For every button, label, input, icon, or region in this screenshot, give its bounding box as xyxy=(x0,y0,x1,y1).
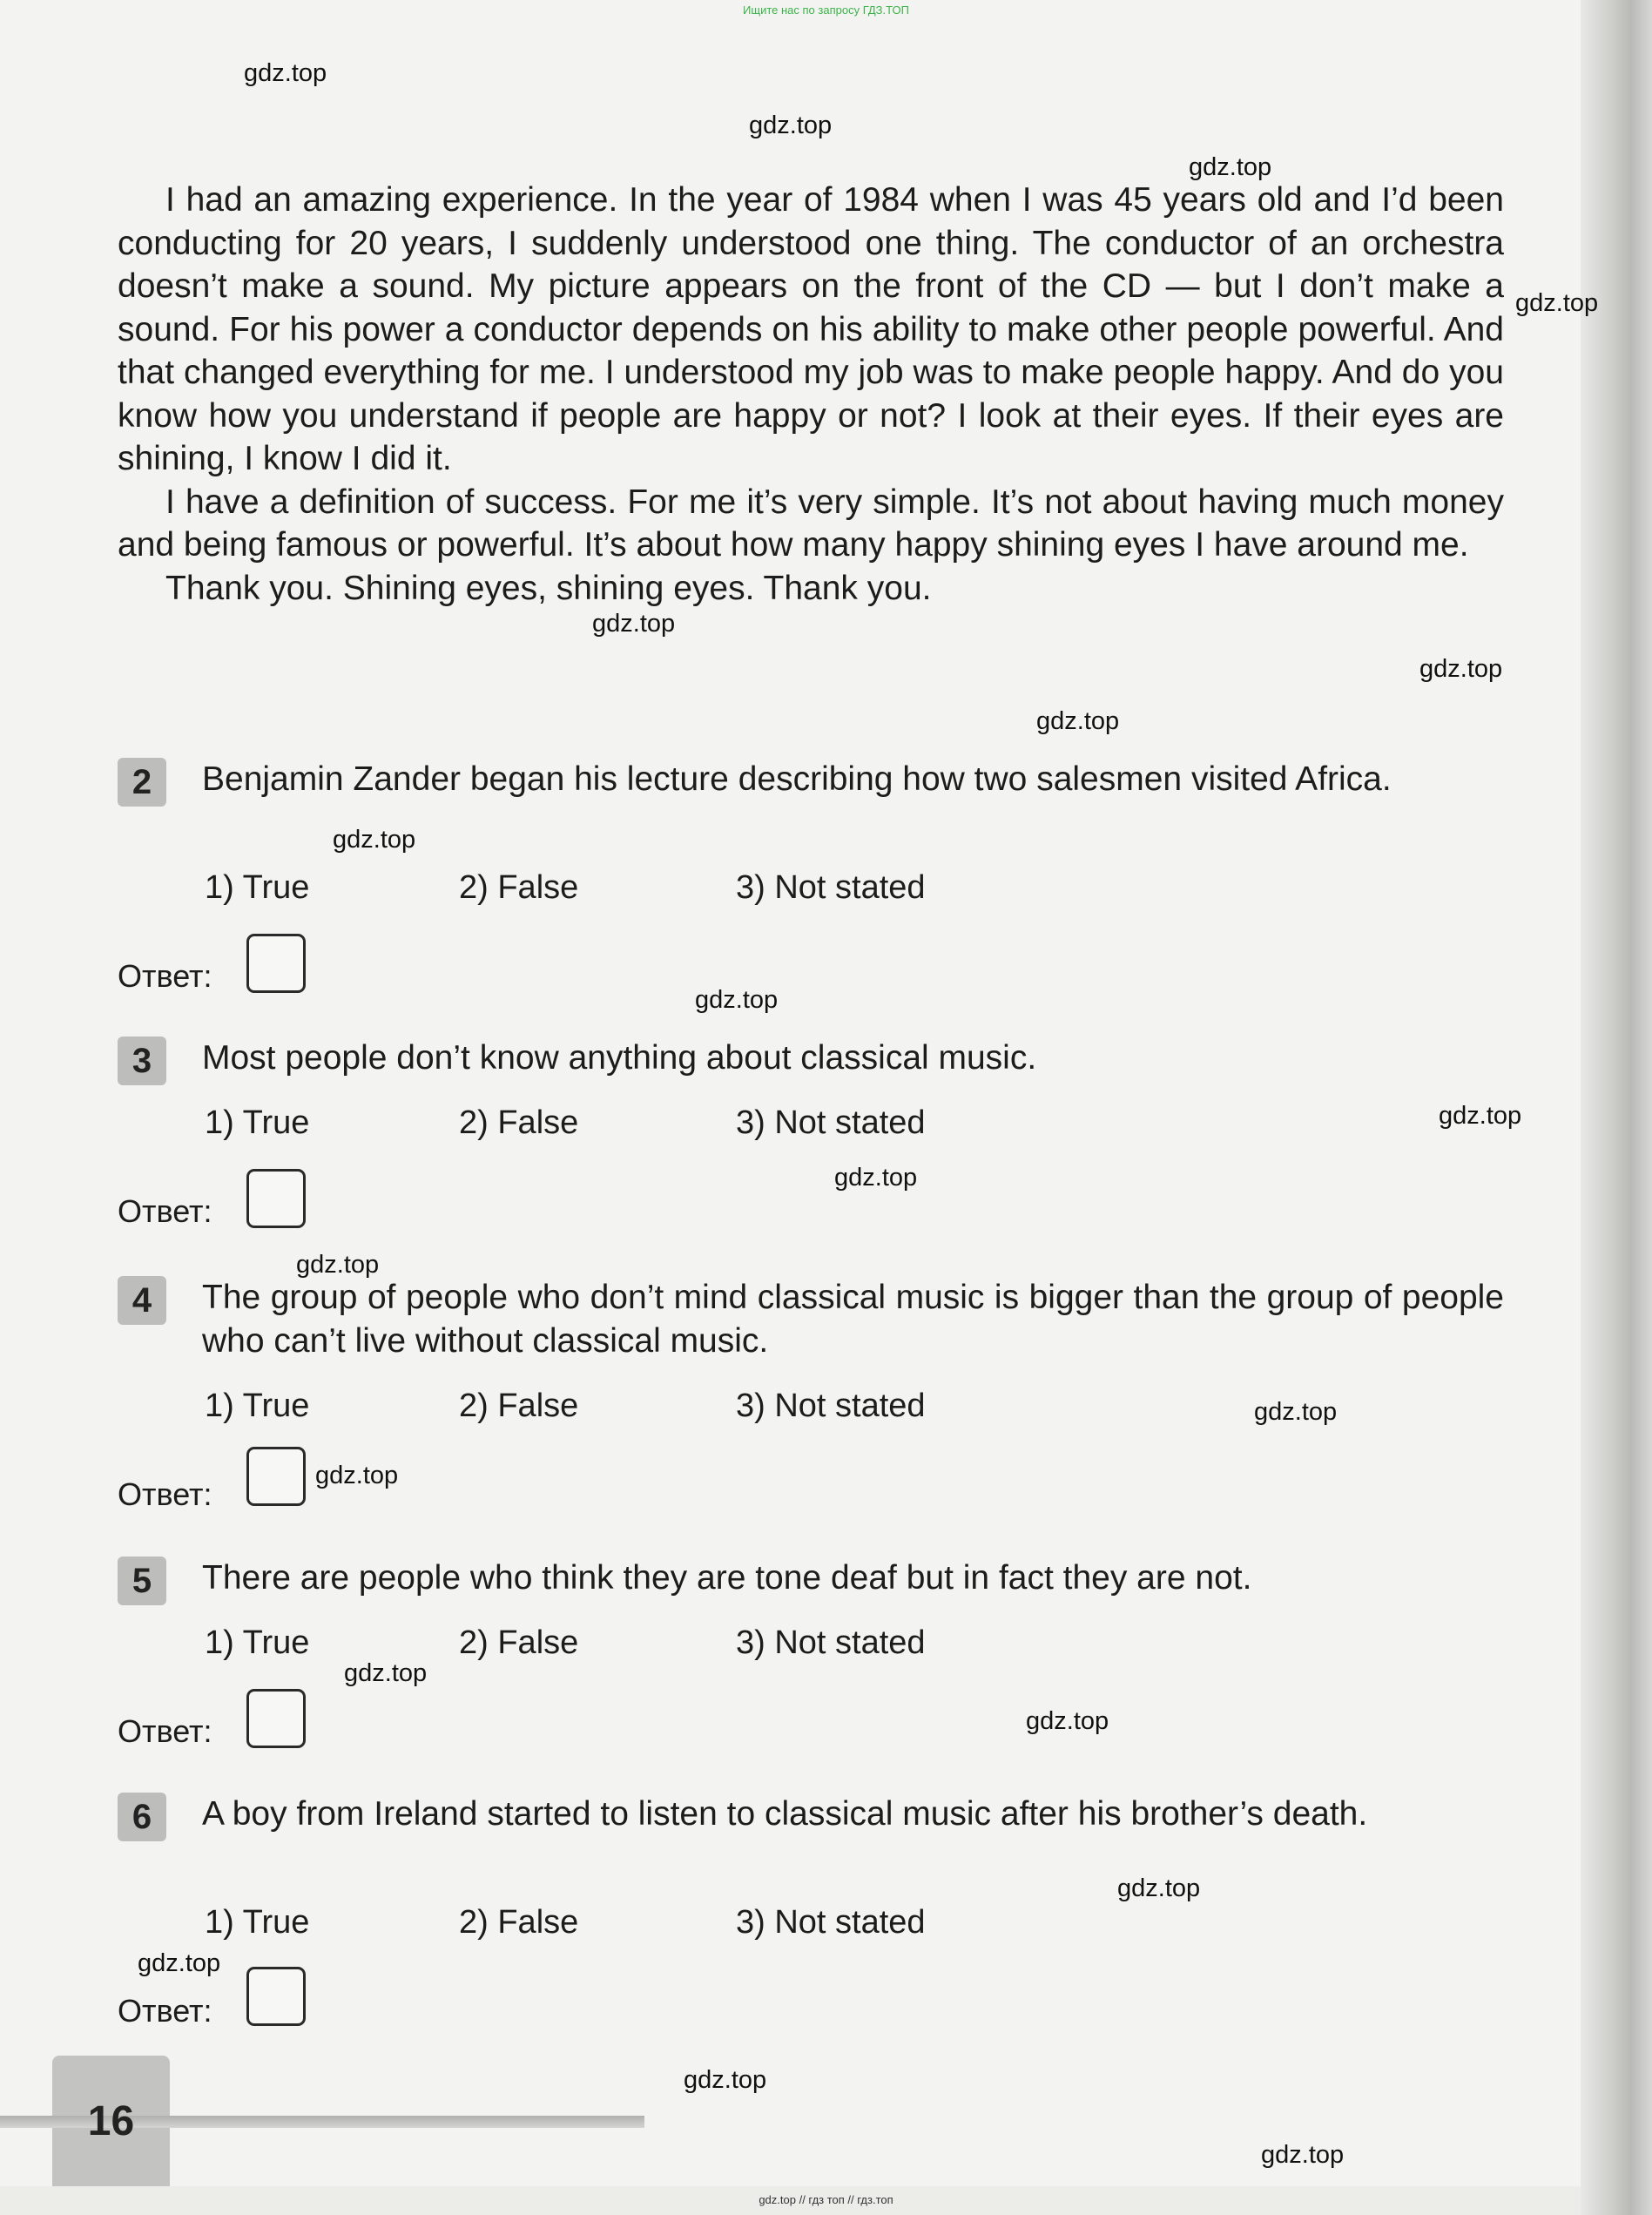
option-true: 1) True xyxy=(205,1904,310,1941)
passage-paragraph: I had an amazing experience. In the year of 1984 when I was 45 years old and I’d been conducting for 20 years, I suddenly understood one thing. The conductor of an orchestra doesn’t make a sound. My picture appears on the front of the CD — but I don’t make a sound. For his power a conductor depends on his ability to make other people powerful. And that changed everything for me. I understood my job was to make people happy. And do you know how you understand if people are happy or not? I look at their eyes. If their eyes are shining, I know I did it. xyxy=(118,181,1504,477)
watermark: gdz.top xyxy=(695,986,779,1014)
question-number: 2 xyxy=(118,758,166,807)
answer-label: Ответ: xyxy=(118,1713,212,1749)
question-6 xyxy=(118,1793,1511,2045)
question-number: 4 xyxy=(118,1276,166,1325)
option-true: 1) True xyxy=(205,869,310,906)
option-false: 2) False xyxy=(459,1388,579,1424)
watermark: gdz.top xyxy=(749,111,833,139)
option-true: 1) True xyxy=(205,1624,310,1661)
option-not-stated: 3) Not stated xyxy=(736,869,926,906)
option-not-stated: 3) Not stated xyxy=(736,1904,926,1941)
option-false: 2) False xyxy=(459,1104,579,1141)
option-not-stated: 3) Not stated xyxy=(736,1104,926,1141)
watermark: gdz.top xyxy=(1189,153,1272,181)
answer-label: Ответ: xyxy=(118,958,212,994)
question-text: The group of people who don’t mind classical music is bigger than the group of people who can’t live without classical music. xyxy=(202,1279,1504,1360)
question-text: Benjamin Zander began his lecture describing how two salesmen visited Africa. xyxy=(202,760,1392,798)
watermark: gdz.top xyxy=(1419,655,1503,683)
watermark: gdz.top xyxy=(333,826,416,854)
answer-box[interactable] xyxy=(246,934,306,993)
answer-label: Ответ: xyxy=(118,1993,212,2029)
option-not-stated: 3) Not stated xyxy=(736,1388,926,1424)
answer-box[interactable] xyxy=(246,1169,306,1228)
watermark: gdz.top xyxy=(1036,707,1120,735)
answer-label: Ответ: xyxy=(118,1193,212,1229)
question-text: There are people who think they are tone deaf but in fact they are not. xyxy=(202,1559,1252,1597)
watermark: gdz.top xyxy=(1254,1398,1338,1426)
top-banner: Ищите нас по запросу ГДЗ.ТОП xyxy=(743,3,909,17)
answer-box[interactable] xyxy=(246,1447,306,1506)
option-true: 1) True xyxy=(205,1388,310,1424)
passage-paragraph: I have a definition of success. For me it’s very simple. It’s not about having much money and being famous or powerful. It’s about how many happy shining eyes I have around me. xyxy=(118,483,1504,564)
page-number: 16 xyxy=(87,2098,135,2144)
answer-box[interactable] xyxy=(246,1689,306,1748)
watermark: gdz.top xyxy=(1026,1707,1109,1735)
question-text: A boy from Ireland started to listen to classical music after his brother’s death. xyxy=(202,1795,1368,1833)
watermark: gdz.top xyxy=(315,1462,399,1489)
question-5 xyxy=(118,1557,1511,1766)
option-true: 1) True xyxy=(205,1104,310,1141)
watermark: gdz.top xyxy=(684,2066,767,2094)
question-text: Most people don’t know anything about classical music. xyxy=(202,1039,1037,1077)
option-false: 2) False xyxy=(459,1904,579,1941)
watermark: gdz.top xyxy=(344,1659,428,1687)
answer-box[interactable] xyxy=(246,1967,306,2026)
question-3 xyxy=(118,1037,1511,1246)
question-4 xyxy=(118,1276,1511,1537)
question-2 xyxy=(118,758,1511,1002)
watermark: gdz.top xyxy=(1515,289,1599,317)
question-number: 6 xyxy=(118,1793,166,1841)
watermark: gdz.top xyxy=(1439,1102,1522,1130)
book-spine xyxy=(1581,0,1652,2215)
watermark: gdz.top xyxy=(1117,1874,1201,1902)
option-false: 2) False xyxy=(459,1624,579,1661)
option-false: 2) False xyxy=(459,869,579,906)
reading-passage xyxy=(118,179,1504,610)
watermark: gdz.top xyxy=(834,1164,918,1192)
watermark: gdz.top xyxy=(1261,2141,1345,2169)
answer-label: Ответ: xyxy=(118,1476,212,1512)
watermark: gdz.top xyxy=(296,1251,380,1279)
bottom-banner: gdz.top // гдз топ // гдз.топ xyxy=(759,2193,893,2206)
watermark: gdz.top xyxy=(138,1949,221,1977)
watermark: gdz.top xyxy=(244,59,327,87)
question-number: 5 xyxy=(118,1557,166,1605)
question-number: 3 xyxy=(118,1037,166,1085)
passage-paragraph: Thank you. Shining eyes, shining eyes. Thank you. xyxy=(165,569,932,607)
watermark: gdz.top xyxy=(592,610,676,638)
option-not-stated: 3) Not stated xyxy=(736,1624,926,1661)
